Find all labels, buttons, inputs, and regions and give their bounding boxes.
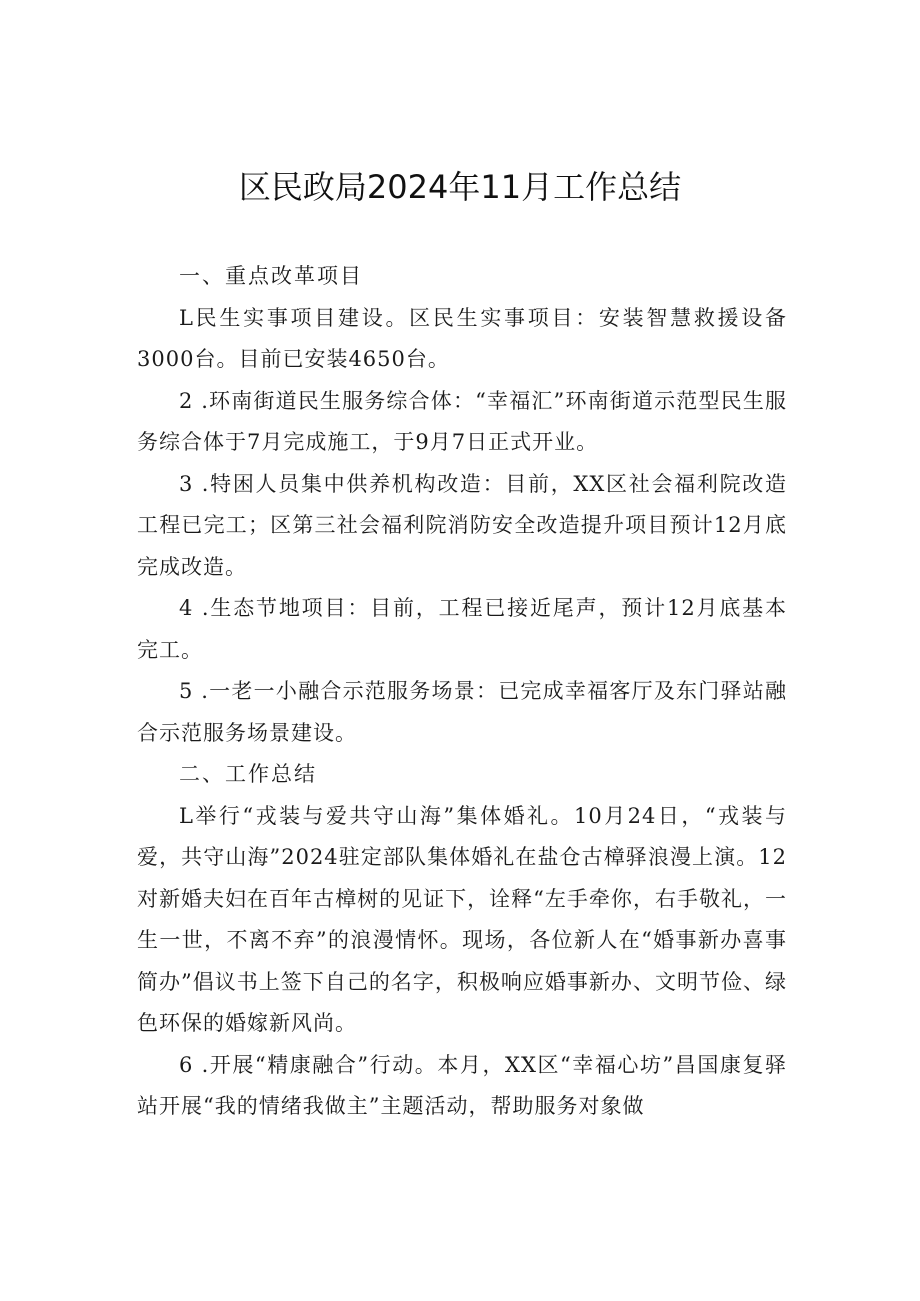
paragraph-livelihood-projects: L民生实事项目建设。区民生实事项目：安装智慧救援设备3000台。目前已安装4650台。	[137, 305, 787, 371]
section-heading-work-summary: 二、工作总结	[179, 762, 317, 786]
document-body	[137, 256, 787, 1128]
paragraph-elderly-child-service-scene: 5 .一老一小融合示范服务场景：已完成幸福客厅及东门驿站融合示范服务场景建设。	[137, 679, 787, 745]
section-heading-key-reform-projects: 一、重点改革项目	[179, 264, 363, 288]
paragraph-mental-health-action: 6 .开展“精康融合”行动。本月，XX区“幸福心坊”昌国康复驿站开展“我的情绪我做主”主题活动，帮助服务对象做	[137, 1052, 787, 1118]
paragraph-huannan-service-complex: 2 .环南街道民生服务综合体：“幸福汇”环南街道示范型民生服务综合体于7月完成施工，于9月7日正式开业。	[137, 388, 787, 454]
document-title: 区民政局2024年11月工作总结	[238, 168, 682, 206]
paragraph-eco-burial-project: 4 .生态节地项目：目前，工程已接近尾声，预计12月底基本完工。	[137, 596, 787, 662]
paragraph-group-wedding: L举行“戎装与爱共守山海”集体婚礼。10月24日，“戎装与爱，共守山海”2024驻定部队集体婚礼在盐仓古樟驿浪漫上演。12对新婚夫妇在百年古樟树的见证下，诠释“左手牵你，右手敬礼，一生一世，不离不弃”的浪漫情怀。现场，各位新人在“婚事新办喜事简办”倡议书上签下自己的名字，积极响应婚事新办、文明节俭、绿色环保的婚嫁新风尚。	[137, 803, 787, 1035]
paragraph-welfare-institution-renovation: 3 .特困人员集中供养机构改造：目前，XX区社会福利院改造工程已完工；区第三社会福利院消防安全改造提升项目预计12月底完成改造。	[137, 471, 787, 579]
